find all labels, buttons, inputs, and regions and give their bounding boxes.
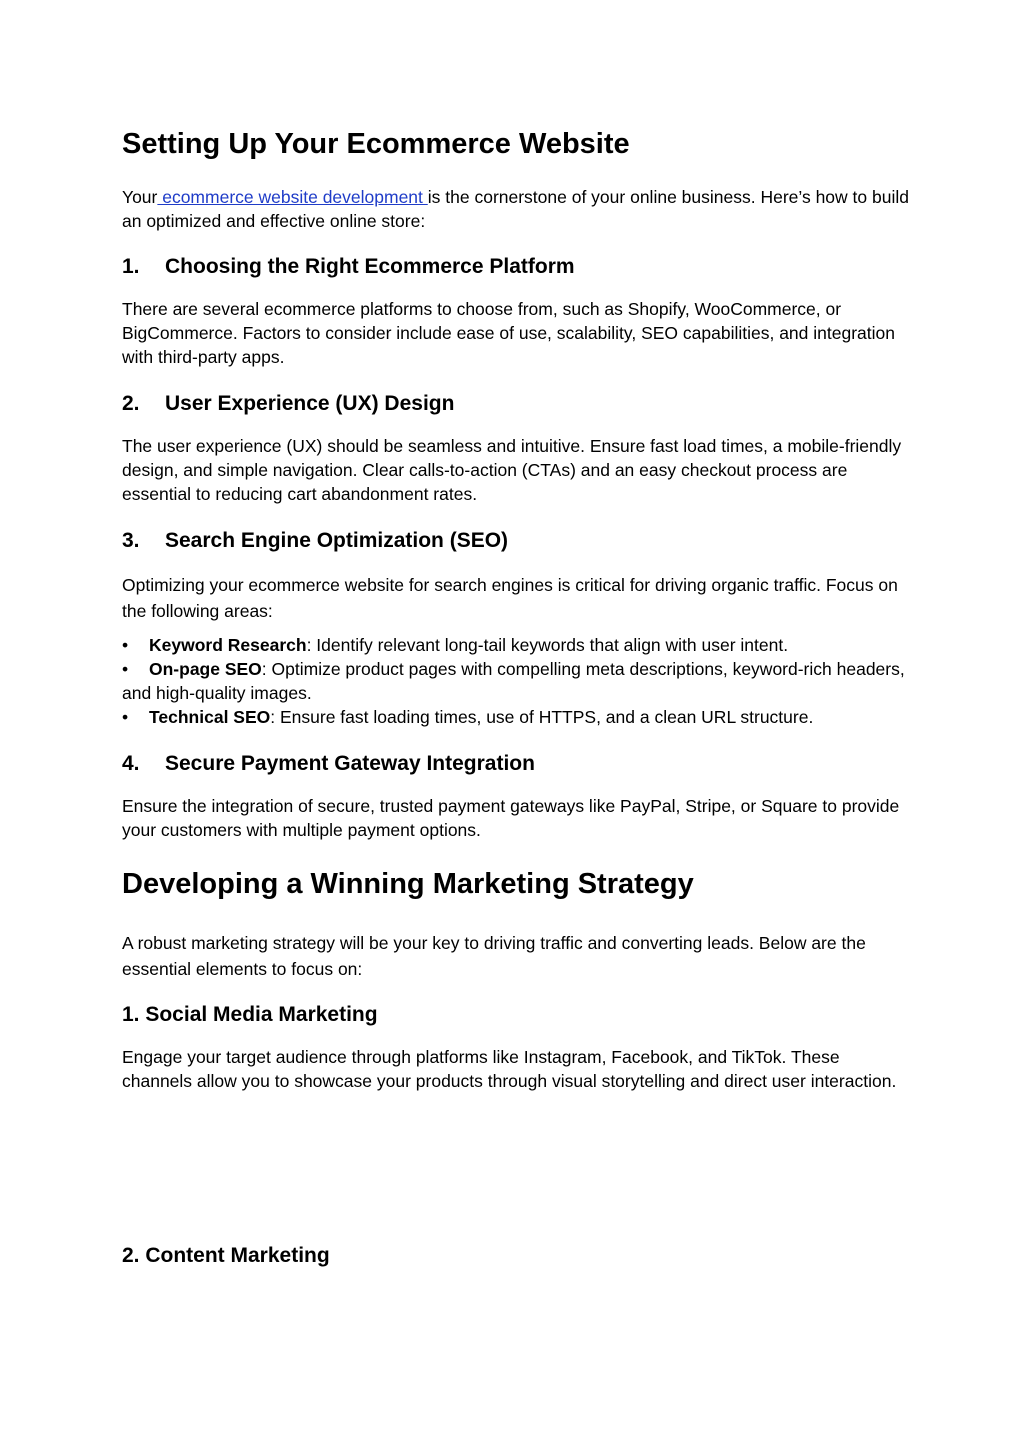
payment-paragraph: Ensure the integration of secure, trusted payment gateways like PayPal, Stripe, or Square to provide your customers with multiple payment options.: [122, 796, 900, 840]
bullet-dot: •: [122, 635, 129, 655]
bullet-term: On-page SEO: [149, 659, 262, 679]
subsection-heading-platform: [122, 254, 575, 279]
subsection-heading-text: Secure Payment Gateway Integration: [165, 752, 535, 775]
subsection-heading-ux: [122, 391, 454, 416]
ecommerce-development-link[interactable]: ecommerce website development: [157, 187, 428, 207]
ux-paragraph: The user experience (UX) should be seamless and intuitive. Ensure fast load times, a mobile-friendly design, and simple navigation. Clear calls-to-action (CTAs) and an easy checkout process are essential to reducing cart abandonment rates.: [122, 436, 902, 504]
bullet-term: Technical SEO: [149, 707, 271, 727]
intro-post-text: is the cornerstone of your online business. Here’s how to build an optimized and effective online store:: [122, 187, 909, 231]
subsection-heading-seo: [122, 528, 508, 553]
subsection-heading-payment: [122, 751, 535, 776]
subsection-number: 4.: [122, 752, 140, 775]
marketing-intro-paragraph: A robust marketing strategy will be your key to driving traffic and converting leads. Below are the essential elements to focus on:: [122, 933, 866, 979]
subsection-heading-text: Choosing the Right Ecommerce Platform: [165, 255, 575, 278]
subsection-number: 1.: [122, 255, 140, 278]
setup-intro-paragraph: [122, 185, 912, 233]
bullet-dot: •: [122, 659, 129, 679]
bullet-dot: •: [122, 707, 129, 727]
social-paragraph: Engage your target audience through platforms like Instagram, Facebook, and TikTok. These channels allow you to showcase your products through visual storytelling and direct user interaction.: [122, 1047, 897, 1091]
bullet-desc: : Ensure fast loading times, use of HTTPS, and a clean URL structure.: [270, 707, 814, 727]
subsection-heading-text: Search Engine Optimization (SEO): [165, 529, 509, 552]
list-item: [122, 705, 912, 729]
subsection-heading-content: 2. Content Marketing: [122, 1244, 330, 1267]
list-item: [122, 657, 912, 705]
seo-paragraph: Optimizing your ecommerce website for search engines is critical for driving organic traffic. Focus on the following areas:: [122, 575, 898, 621]
subsection-number: 3.: [122, 529, 140, 552]
bullet-desc: : Identify relevant long-tail keywords that align with user intent.: [306, 635, 789, 655]
bullet-term: Keyword Research: [149, 635, 307, 655]
section-title-marketing: Developing a Winning Marketing Strategy: [122, 868, 694, 900]
section-title-setup: Setting Up Your Ecommerce Website: [122, 128, 630, 160]
bullet-desc: : Optimize product pages with compelling meta descriptions, keyword-rich headers, and high-quality images.: [122, 659, 905, 703]
intro-pre-text: Your: [122, 187, 158, 207]
platform-paragraph: There are several ecommerce platforms to choose from, such as Shopify, WooCommerce, or BigCommerce. Factors to consider include ease of use, scalability, SEO capabilities, and integration with third-party apps.: [122, 299, 895, 367]
subsection-heading-social: 1. Social Media Marketing: [122, 1003, 378, 1026]
subsection-heading-text: User Experience (UX) Design: [165, 392, 455, 415]
subsection-number: 2.: [122, 392, 140, 415]
seo-bullet-list: [122, 633, 912, 729]
list-item: [122, 633, 912, 657]
